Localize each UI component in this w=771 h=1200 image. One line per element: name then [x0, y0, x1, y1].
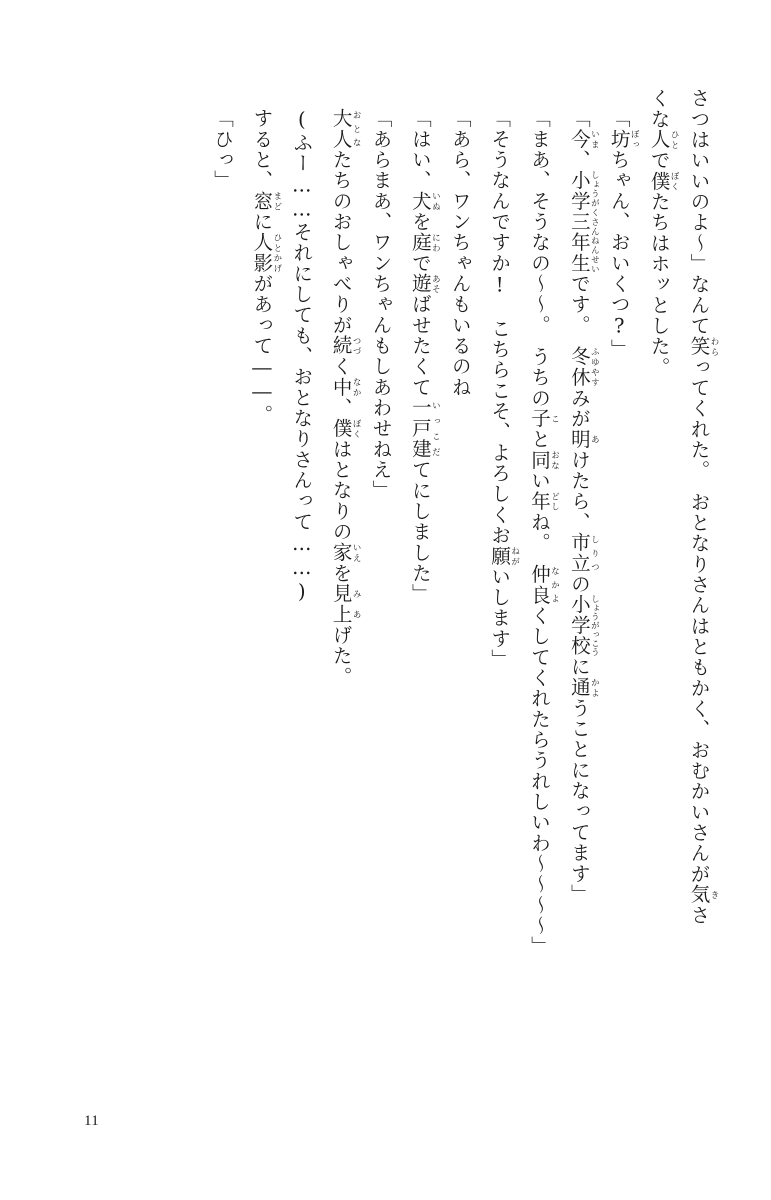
ruby-annotation: 人ひと: [647, 129, 680, 151]
ruby-annotation: 子こ: [528, 408, 560, 429]
text-run: を: [408, 211, 432, 233]
text-run: 「ひっ」: [211, 108, 234, 191]
text-line: [440, 88, 479, 1082]
ruby-annotation: 遊あそ: [408, 273, 441, 295]
text-run: げた。: [329, 624, 353, 687]
text-run: 、: [329, 397, 353, 419]
text-line: [480, 88, 520, 1082]
text-run: てにしました」: [408, 459, 432, 605]
text-run: です。: [567, 273, 591, 347]
text-run: ちゃん、おいくつ?」: [607, 149, 631, 360]
text-run: たちはホッとした。: [647, 191, 671, 378]
ruby-annotation: 続つづ: [329, 335, 362, 357]
text-run: に: [567, 656, 591, 678]
text-line: [679, 88, 719, 1082]
ruby-annotation: 冬休ふゆやす: [567, 346, 600, 388]
text-run: くな: [647, 88, 671, 130]
ruby-annotation: 僕ぼく: [329, 418, 362, 439]
text-run: い: [528, 470, 551, 491]
ruby-annotation: 仲良なかよ: [528, 563, 560, 606]
ruby-annotation: 犬いぬ: [408, 190, 441, 212]
text-run: 「: [607, 108, 631, 129]
ruby-annotation: 今いま: [567, 128, 600, 150]
ruby-annotation: 同おな: [528, 449, 560, 471]
text-run: けたら、: [567, 449, 591, 533]
ruby-annotation: 笑わら: [687, 336, 719, 357]
text-run: くしてくれたらうれしいわ～～～～」: [528, 605, 551, 957]
text-run: はとなりの: [329, 438, 353, 543]
ruby-annotation: 年どし: [528, 491, 560, 512]
text-run: ってくれた。 おとなりさんはともかく、おむかいさんが: [687, 356, 711, 885]
text-run: 「あらまあ、ワンちゃんもしあわせねえ」: [369, 108, 393, 501]
text-run: さ: [687, 905, 711, 926]
ruby-annotation: 小学三年生しょうがくさんねんせい: [567, 170, 600, 274]
text-line: [599, 88, 639, 1082]
ruby-annotation: 家いえ: [329, 542, 362, 563]
text-run: (ふー……それにしても、おとなりさんって……): [290, 108, 314, 605]
text-line: [401, 88, 441, 1082]
text-run: で: [408, 252, 432, 274]
text-run: 、: [567, 149, 591, 171]
text-run: 「: [567, 108, 591, 129]
text-run: 「まあ、そうなの～～。 うちの: [528, 108, 551, 409]
ruby-annotation: 気き: [687, 884, 719, 906]
ruby-annotation: 通かよ: [567, 677, 600, 698]
text-line: [639, 88, 679, 1082]
text-run: うことになってます」: [567, 697, 591, 905]
text-run: 「あら、ワンちゃんもいるのね: [448, 108, 472, 398]
text-run: すると、: [250, 108, 274, 191]
text-run: 「はい、: [408, 108, 432, 191]
text-line: [321, 88, 361, 1082]
text-line: [520, 88, 560, 1082]
text-run: で: [647, 150, 671, 171]
text-run: さつはいいのよ～」なんて: [687, 88, 711, 337]
ruby-annotation: 僕ぼく: [647, 170, 680, 192]
ruby-annotation: 市立しりつ: [567, 532, 600, 574]
text-run: 「そうなんですか! こちらこそ、よろしくお: [488, 108, 512, 546]
text-run: く: [329, 356, 353, 377]
ruby-annotation: 上あ: [329, 604, 362, 625]
ruby-annotation: 一戸建いっこだ: [408, 397, 441, 460]
ruby-annotation: 中なか: [329, 376, 362, 398]
text-line: [282, 88, 321, 1082]
text-run: ばせたくて: [408, 294, 432, 398]
text-run: に: [250, 211, 274, 233]
page-number: 11: [84, 1113, 100, 1129]
vertical-text-body: [60, 88, 719, 1082]
text-line: [361, 88, 400, 1082]
ruby-annotation: 坊ぼっ: [607, 128, 640, 150]
ruby-annotation: 庭にわ: [408, 232, 441, 253]
text-run: と: [528, 428, 551, 450]
ruby-annotation: 人影ひとかげ: [250, 232, 282, 274]
text-line: [203, 88, 242, 1082]
ruby-annotation: 窓まど: [250, 190, 282, 212]
ruby-annotation: 大人おとな: [329, 108, 362, 150]
text-run: ね。: [528, 511, 551, 564]
ruby-annotation: 明あ: [567, 429, 600, 450]
ruby-annotation: 小学校しょうがっこう: [567, 594, 600, 657]
text-run: たちのおしゃべりが: [329, 149, 353, 336]
ruby-annotation: 見み: [329, 583, 362, 605]
text-run: を: [329, 562, 353, 584]
text-line: [560, 88, 600, 1082]
text-run: があって――。: [250, 273, 274, 426]
text-run: の: [567, 573, 591, 595]
ruby-annotation: 願ねが: [488, 545, 520, 567]
text-run: みが: [567, 387, 591, 429]
text-line: [242, 88, 282, 1082]
text-run: いします」: [488, 566, 512, 670]
